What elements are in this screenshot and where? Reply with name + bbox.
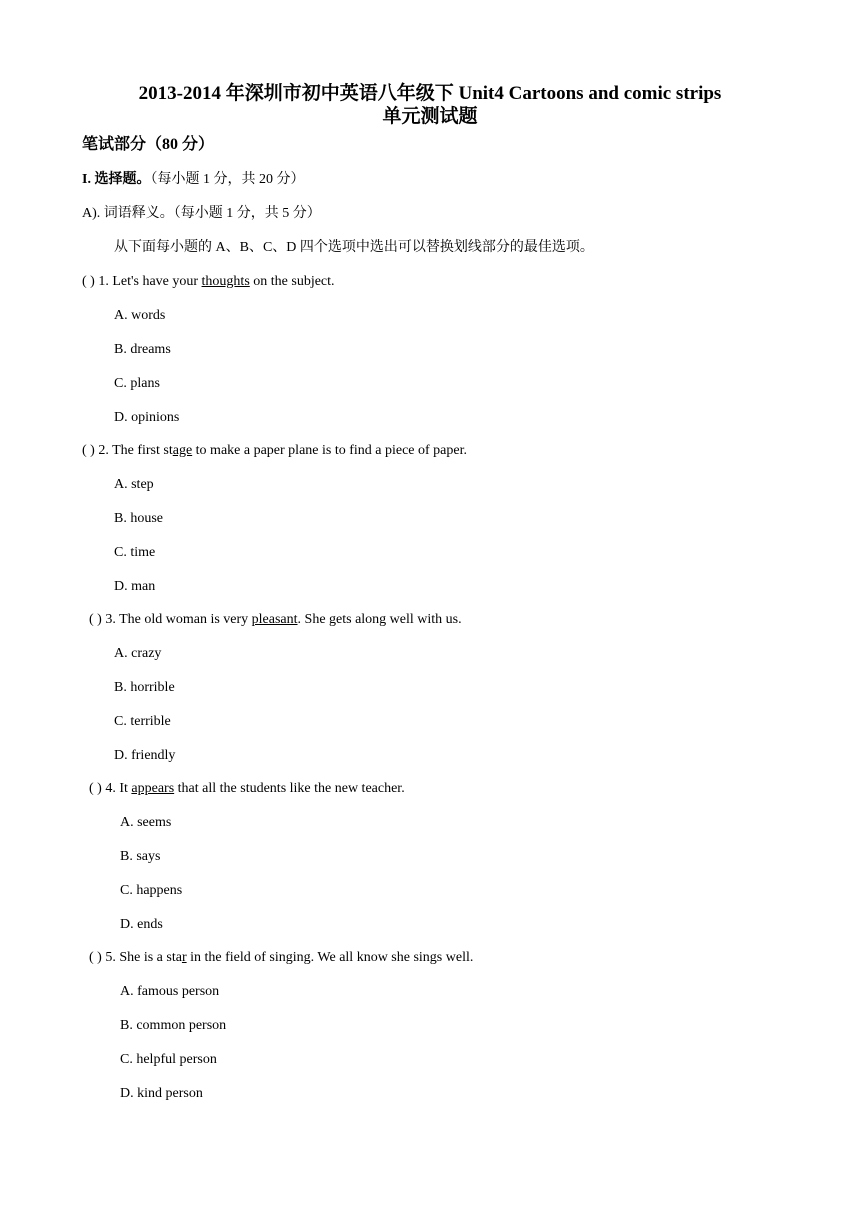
question-suffix: that all the students like the new teacher.	[174, 781, 405, 796]
option-2d: D. man	[114, 579, 156, 594]
question-2	[82, 442, 467, 460]
option-1b: B. dreams	[114, 342, 171, 357]
option-2a: A. step	[114, 477, 154, 492]
underlined-word: r	[181, 950, 187, 965]
underlined-word: thoughts	[201, 274, 250, 289]
option-4d: D. ends	[120, 917, 163, 932]
option-3a: A. crazy	[114, 646, 162, 661]
option-5c: C. helpful person	[120, 1052, 217, 1067]
document-subtitle: 单元测试题	[382, 106, 478, 127]
option-1c: C. plans	[114, 376, 160, 391]
question-prefix: ( ) 3. The old woman is very	[89, 612, 252, 627]
option-4c: C. happens	[120, 883, 183, 898]
option-5b: B. common person	[120, 1018, 227, 1033]
document-title: 2013-2014 年深圳市初中英语八年级下 Unit4 Cartoons and comic strips	[138, 83, 722, 104]
question-prefix: ( ) 5. She is a sta	[89, 950, 182, 965]
underlined-word: pleasant	[251, 612, 298, 627]
question-3	[89, 611, 462, 629]
underlined-word: age	[172, 443, 193, 458]
option-2b: B. house	[114, 511, 163, 526]
question-prefix: ( ) 2. The first st	[82, 443, 173, 458]
option-3d: D. friendly	[114, 748, 176, 763]
part-heading	[82, 171, 304, 189]
question-suffix: . She gets along well with us.	[297, 612, 462, 627]
question-4	[89, 780, 405, 798]
question-suffix: in the field of singing. We all know she sings well.	[186, 950, 474, 965]
option-1d: D. opinions	[114, 410, 180, 425]
sub-heading: A). 词语释义。（每小题 1 分，共 5 分）	[82, 206, 321, 221]
question-suffix: to make a paper plane is to find a piece of paper.	[192, 443, 468, 458]
underlined-word: appears	[131, 781, 175, 796]
part-note: （每小题 1 分，共 20 分）	[150, 172, 305, 187]
option-4b: B. says	[120, 849, 161, 864]
option-3c: C. terrible	[114, 714, 171, 729]
question-1	[82, 273, 335, 291]
part-label: I. 选择题。	[82, 172, 151, 187]
question-5	[89, 949, 473, 967]
question-suffix: on the subject.	[249, 274, 335, 289]
option-4a: A. seems	[120, 815, 172, 830]
option-1a: A. words	[114, 308, 166, 323]
instruction: 从下面每小题的 A、B、C、D 四个选项中选出可以替换划线部分的最佳选项。	[114, 240, 594, 255]
option-2c: C. time	[114, 545, 156, 560]
question-prefix: ( ) 1. Let's have your	[82, 274, 202, 289]
section-title: 笔试部分（80 分）	[82, 136, 215, 153]
question-prefix: ( ) 4. It	[89, 781, 132, 796]
option-3b: B. horrible	[114, 680, 175, 695]
option-5d: D. kind person	[120, 1086, 203, 1101]
option-5a: A. famous person	[120, 984, 220, 999]
